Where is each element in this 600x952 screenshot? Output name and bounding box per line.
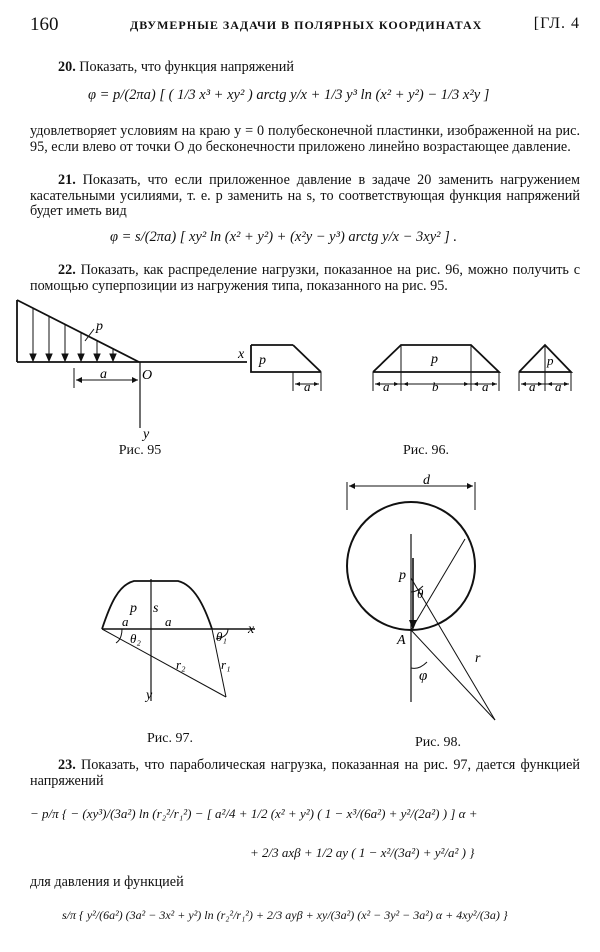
- fig95-label-p: p: [96, 319, 103, 334]
- problem-23-formula-line1: − p/π { − (xy³)/(3a²) ln (r₂²/r₁²) − [ a²/4 + 1/2 (x² + y²) ( 1 − x³/(6a²) + y²/(2a²) ) ] α +: [30, 806, 478, 821]
- page-number: 160: [30, 14, 59, 35]
- problem-22-text: [30, 263, 580, 294]
- fig98-label-r: r: [475, 651, 481, 666]
- figure-97: [90, 565, 265, 710]
- problem-23-text2: для давления и функцией: [30, 874, 184, 890]
- fig96-label-p2: p: [431, 352, 438, 367]
- fig98-label-p: p: [399, 568, 406, 583]
- problem-22-body: Показать, как распределение нагрузки, показанное на рис. 96, можно получить с помощью суперпозиции из нагружения типа, показанного на рис. 95.: [30, 262, 580, 294]
- fig97-label-p: p: [130, 601, 137, 616]
- fig96-label-a3: a: [482, 379, 489, 394]
- fig98-label-phi: φ: [419, 668, 428, 684]
- fig95-label-y: y: [143, 427, 150, 442]
- problem-20-formula: φ = p/(2πa) [ ( 1/3 x³ + xy² ) arctg y/x + 1/3 y³ ln (x² + y²) − 1/3 x²y ]: [88, 87, 490, 103]
- fig95-label-O: O: [142, 368, 153, 383]
- problem-20-number: 20.: [58, 59, 76, 75]
- fig96-label-a4: a: [529, 379, 536, 394]
- fig97-label-a2: a: [165, 614, 172, 629]
- figure-96: [245, 335, 585, 405]
- figure-98-caption: Рис. 98.: [415, 735, 461, 750]
- problem-21-number: 21.: [58, 172, 76, 188]
- problem-23-formula-line2: + 2/3 axβ + 1/2 ay ( 1 − x²/(3a²) + y²/a² ) }: [250, 845, 475, 860]
- figure-97-caption: Рис. 97.: [147, 731, 193, 746]
- fig96-label-p1: p: [259, 353, 266, 368]
- fig96-label-a5: a: [555, 379, 562, 394]
- problem-20-intro-text: Показать, что функция напряжений: [79, 59, 294, 75]
- fig97-label-r2: r₂: [176, 657, 186, 672]
- fig96-label-p3: p: [547, 353, 554, 368]
- problem-20-intro: [58, 60, 578, 76]
- fig97-label-r1: r₁: [221, 657, 231, 672]
- problem-21-text: [30, 173, 580, 220]
- figure-95-caption: Рис. 95: [118, 443, 162, 458]
- problem-21-body: Показать, что если приложенное давление в задаче 20 заменить нагружением касательными усилиями, т. е. p заменить на s, то соответствующая функция напряжений будет иметь вид: [30, 172, 580, 219]
- fig96-label-a2: a: [383, 379, 390, 394]
- fig96-label-a1: a: [304, 379, 311, 394]
- fig97-label-y: y: [146, 688, 153, 703]
- problem-23-number: 23.: [58, 757, 76, 773]
- running-title: ДВУМЕРНЫЕ ЗАДАЧИ В ПОЛЯРНЫХ КООРДИНАТАХ: [130, 18, 483, 32]
- fig95-label-x: x: [238, 347, 245, 362]
- fig98-label-theta: θ: [417, 586, 424, 601]
- fig97-label-theta1: θ₁: [216, 629, 227, 644]
- fig97-label-x: x: [248, 622, 255, 637]
- chapter-label: [ГЛ. 4: [533, 15, 580, 32]
- fig98-label-A: A: [397, 633, 406, 648]
- problem-23-body: Показать, что параболическая нагрузка, показанная на рис. 97, дается функцией напряжений: [30, 757, 581, 789]
- fig95-label-a: a: [100, 367, 107, 382]
- figure-98: [335, 470, 505, 732]
- fig97-label-a1: a: [122, 614, 129, 629]
- page-header: [30, 14, 580, 44]
- problem-20-text: удовлетворяет условиям на краю y = 0 полубесконечной пластинки, изображенной на рис. 95, если влево от точки O до бесконечности приложено линейно возрастающее давление.: [30, 123, 580, 155]
- problem-23-text: [30, 758, 580, 789]
- fig97-label-theta2: θ₂: [130, 631, 141, 646]
- fig97-label-s: s: [153, 601, 159, 616]
- problem-22-number: 22.: [58, 262, 76, 278]
- problem-23-formula3: s/π { y²/(6a²) (3a² − 3x² + y²) ln (r₂²/r₁²) + 2/3 ayβ + xy/(3a²) (x² − 3y² − 3a²) α + 4xy²/(3a) }: [62, 908, 508, 922]
- problem-21-formula: φ = s/(2πa) [ xy² ln (x² + y²) + (x²y − y³) arctg y/x − 3xy² ] .: [110, 229, 458, 245]
- figure-95: [12, 296, 262, 456]
- fig96-label-b: b: [432, 379, 439, 394]
- figure-96-caption: Рис. 96.: [403, 443, 449, 458]
- fig98-label-d: d: [423, 473, 430, 488]
